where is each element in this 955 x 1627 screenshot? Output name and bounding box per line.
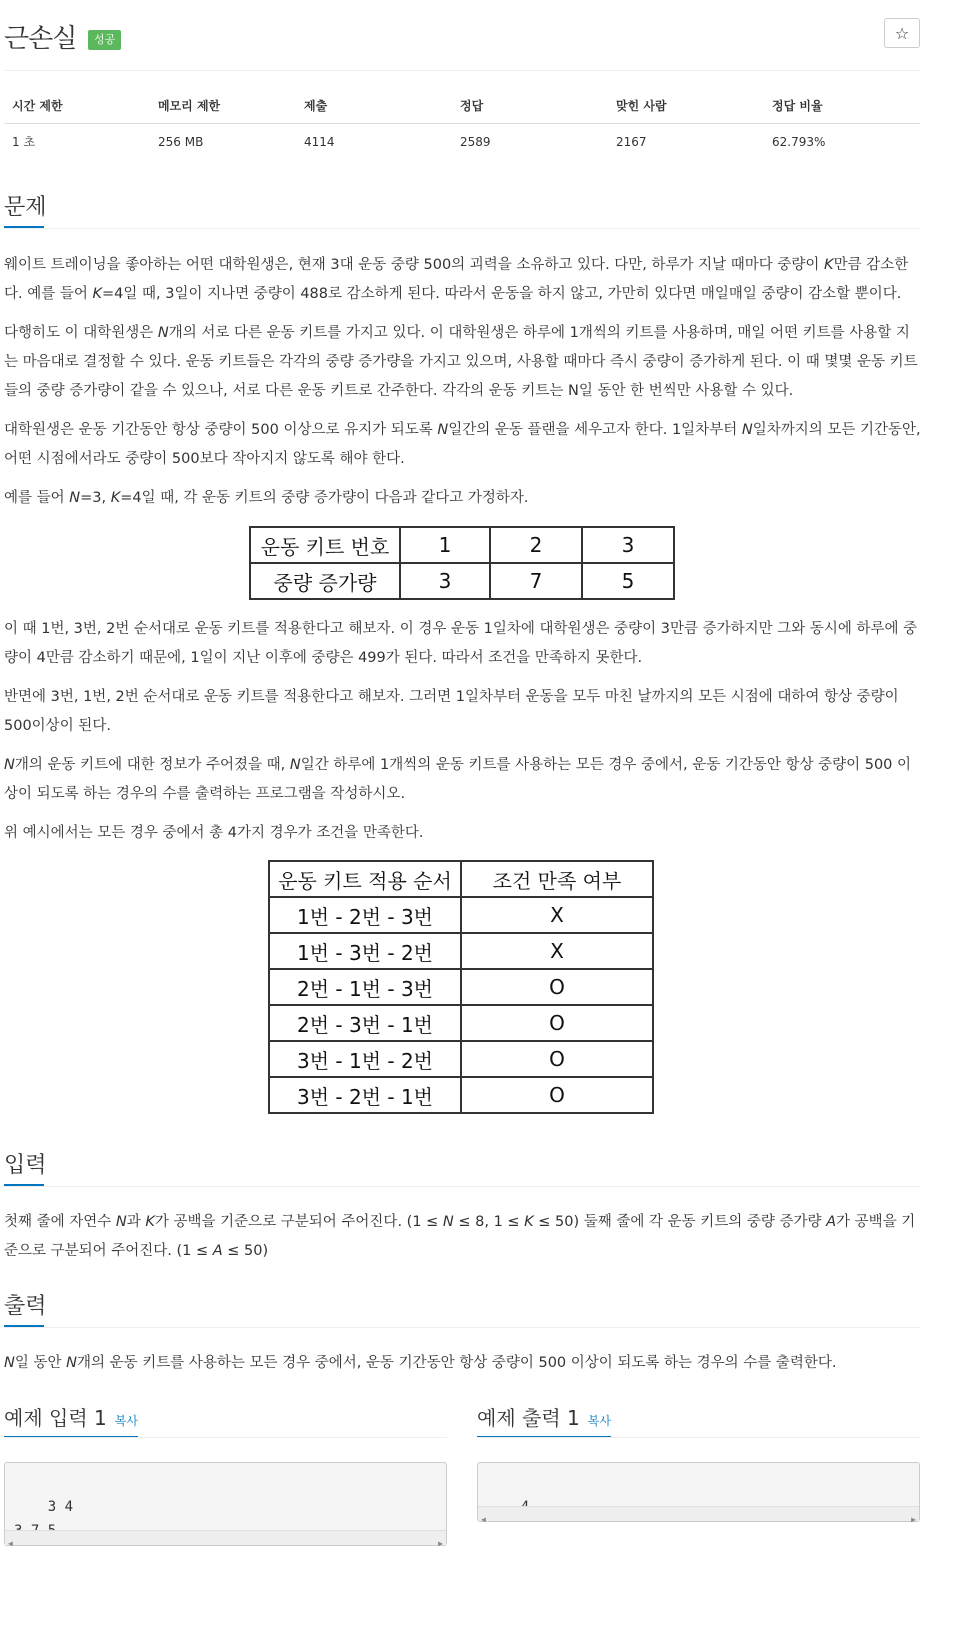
problem-section-title xyxy=(4,190,47,227)
kit-cell: 3 xyxy=(400,563,490,599)
problem-paragraph-1: 웨이트 트레이닝을 좋아하는 어떤 대학원생은, 현재 3대 운동 중량 500의 괴력을 소유하고 있다. 다만, 하루가 지날 때마다 중량이 K만큼 감소한다. 예를 들어 K=4일 때, 3일이 지나면 중량이 488로 감소하게 된다. 따라서 운동을 하지 않고, 가만히 있다면 매일매일 중량이 감소할 뿐이다. xyxy=(4,257,909,302)
order-cell: 1번 - 3번 - 2번 xyxy=(269,933,461,969)
example-output-box[interactable] xyxy=(477,1462,920,1522)
order-cell: O xyxy=(461,1041,653,1077)
order-row xyxy=(269,933,653,969)
section-divider xyxy=(4,1186,920,1187)
order-cell: 2번 - 3번 - 1번 xyxy=(269,1005,461,1041)
order-cell: 3번 - 1번 - 2번 xyxy=(269,1041,461,1077)
info-table xyxy=(4,88,920,159)
order-row xyxy=(269,1041,653,1077)
order-cell: 1번 - 2번 - 3번 xyxy=(269,897,461,933)
info-value: 62.793% xyxy=(772,134,826,149)
order-cell: O xyxy=(461,1077,653,1113)
example-output-title xyxy=(477,1402,611,1437)
kit-table xyxy=(249,526,675,600)
section-divider xyxy=(4,1327,920,1328)
order-row xyxy=(269,1077,653,1113)
section-divider xyxy=(477,1437,920,1438)
info-value: 2167 xyxy=(616,134,647,149)
info-header: 정답 xyxy=(452,88,608,124)
order-cell: X xyxy=(461,933,653,969)
info-header: 정답 비율 xyxy=(764,88,920,124)
kit-row xyxy=(250,527,674,563)
section-title-text: 입력 xyxy=(4,1153,47,1178)
info-header-row xyxy=(4,88,920,124)
order-cell: O xyxy=(461,1005,653,1041)
scroll-left-icon[interactable]: ◀ xyxy=(481,1515,486,1524)
section-divider xyxy=(4,228,920,229)
order-header: 운동 키트 적용 순서 xyxy=(269,861,461,897)
output-paragraph: N일 동안 N개의 운동 키트를 사용하는 모든 경우 중에서, 운동 기간동안 항상 중량이 500 이상이 되도록 하는 경우의 수를 출력한다. xyxy=(4,1355,837,1371)
order-row xyxy=(269,1005,653,1041)
info-value: 2589 xyxy=(460,134,491,149)
example-title-text: 예제 출력 1 xyxy=(477,1406,580,1430)
input-section-title xyxy=(4,1148,47,1185)
info-header: 맞힌 사람 xyxy=(608,88,764,124)
order-table xyxy=(268,860,654,1114)
order-cell: X xyxy=(461,897,653,933)
status-badge: 성공 xyxy=(88,30,121,50)
section-title-text: 문제 xyxy=(4,195,47,220)
kit-cell: 운동 키트 번호 xyxy=(250,527,400,563)
kit-cell: 5 xyxy=(582,563,674,599)
kit-cell: 2 xyxy=(490,527,582,563)
output-section-title xyxy=(4,1289,47,1326)
section-title-text: 출력 xyxy=(4,1294,47,1319)
star-icon: ☆ xyxy=(894,24,910,43)
info-header: 메모리 제한 xyxy=(150,88,296,124)
order-cell: 3번 - 2번 - 1번 xyxy=(269,1077,461,1113)
problem-paragraph-3: 대학원생은 운동 기간동안 항상 중량이 500 이상으로 유지가 되도록 N일간의 운동 플랜을 세우고자 한다. 1일차부터 N일차까지의 모든 기간동안, 어떤 시점에서라도 중량이 500보다 작아지지 않도록 해야 한다. xyxy=(4,422,921,467)
problem-title: 근손실 xyxy=(4,24,77,54)
example-title-text: 예제 입력 1 xyxy=(4,1406,107,1430)
star-button[interactable] xyxy=(884,18,920,48)
problem-paragraph-7: N개의 운동 키트에 대한 정보가 주어졌을 때, N일간 하루에 1개씩의 운동 키트를 사용하는 모든 경우 중에서, 운동 기간동안 항상 중량이 500 이상이 되도록 하는 경우의 수를 출력하는 프로그램을 작성하시오. xyxy=(4,757,912,802)
title-row xyxy=(4,14,920,54)
kit-cell: 3 xyxy=(582,527,674,563)
horizontal-scrollbar[interactable] xyxy=(478,1506,919,1524)
problem-paragraph-5: 이 때 1번, 3번, 2번 순서대로 운동 키트를 적용한다고 해보자. 이 경우 운동 1일차에 대학원생은 중량이 3만큼 증가하지만 그와 동시에 하루에 중량이 4만큼 감소하기 때문에, 1일이 지난 이후에 중량은 499가 된다. 따라서 조건을 만족하지 못한다. xyxy=(4,621,918,666)
info-value: 256 MB xyxy=(158,134,204,149)
example-input-title xyxy=(4,1402,138,1437)
info-value: 4114 xyxy=(304,134,335,149)
scroll-right-icon[interactable]: ▶ xyxy=(911,1515,916,1524)
example-input-text: 3 4 xyxy=(47,1499,74,1515)
kit-cell: 중량 증가량 xyxy=(250,563,400,599)
info-value: 1 초 xyxy=(12,135,36,149)
horizontal-scrollbar[interactable] xyxy=(5,1530,446,1548)
divider xyxy=(4,70,920,71)
order-row xyxy=(269,969,653,1005)
info-header: 제출 xyxy=(296,88,452,124)
info-value-row xyxy=(4,124,920,160)
problem-paragraph-6: 반면에 3번, 1번, 2번 순서대로 운동 키트를 적용한다고 해보자. 그러면 1일차부터 운동을 모두 마친 날까지의 모든 시점에 대하여 항상 중량이 500이상이 된다. xyxy=(4,689,899,734)
kit-row xyxy=(250,563,674,599)
copy-output-button[interactable]: 복사 xyxy=(587,1414,611,1428)
kit-cell: 1 xyxy=(400,527,490,563)
order-row xyxy=(269,897,653,933)
scroll-right-icon[interactable]: ▶ xyxy=(438,1539,443,1548)
problem-paragraph-4: 예를 들어 N=3, K=4일 때, 각 운동 키트의 중량 증가량이 다음과 같다고 가정하자. xyxy=(4,490,529,506)
section-divider xyxy=(4,1437,447,1438)
problem-paragraph-8: 위 예시에서는 모든 경우 중에서 총 4가지 경우가 조건을 만족한다. xyxy=(4,825,424,841)
example-input-box[interactable] xyxy=(4,1462,447,1546)
order-cell: O xyxy=(461,969,653,1005)
order-header-row xyxy=(269,861,653,897)
info-header: 시간 제한 xyxy=(4,88,150,124)
copy-input-button[interactable]: 복사 xyxy=(114,1414,138,1428)
input-paragraph: 첫째 줄에 자연수 N과 K가 공백을 기준으로 구분되어 주어진다. (1 ≤ N ≤ 8, 1 ≤ K ≤ 50) 둘째 줄에 각 운동 키트의 중량 증가량 A가 공백을 기준으로 구분되어 주어진다. (1 ≤ A ≤ 50) xyxy=(4,1214,916,1259)
order-header: 조건 만족 여부 xyxy=(461,861,653,897)
order-cell: 2번 - 1번 - 3번 xyxy=(269,969,461,1005)
problem-paragraph-2: 다행히도 이 대학원생은 N개의 서로 다른 운동 키트를 가지고 있다. 이 대학원생은 하루에 1개씩의 키트를 사용하며, 매일 어떤 키트를 사용할 지는 마음대로 결정할 수 있다. 운동 키트들은 각각의 중량 증가량을 가지고 있으며, 사용할 때마다 즉시 중량이 증가하게 된다. 이 때 몇몇 운동 키트들의 중량 증가량이 같을 수 있으나, 서로 다른 운동 키트로 간주한다. 각각의 운동 키트는 N일 동안 한 번씩만 사용할 수 있다. xyxy=(4,325,918,399)
kit-cell: 7 xyxy=(490,563,582,599)
scroll-left-icon[interactable]: ◀ xyxy=(8,1539,13,1548)
